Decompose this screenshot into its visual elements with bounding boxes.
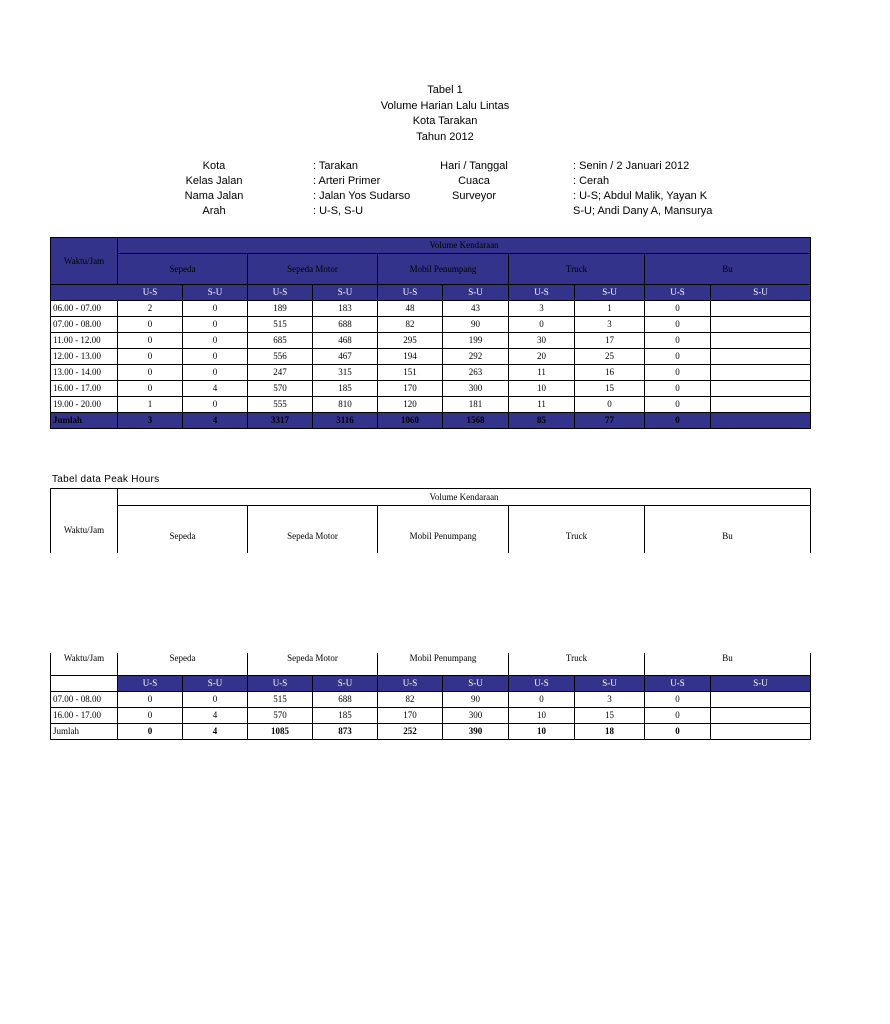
- value-cell: 0: [183, 301, 248, 317]
- value-cell: 17: [575, 333, 645, 349]
- value-cell: 300: [443, 381, 509, 397]
- value-cell: 292: [443, 349, 509, 365]
- peak-waktu-header: Waktu/Jam: [51, 489, 118, 554]
- peak-table-caption: Tabel data Peak Hours: [52, 474, 160, 485]
- value-cell: 4: [183, 708, 248, 724]
- value-cell: 295: [378, 333, 443, 349]
- value-cell: 4: [183, 724, 248, 740]
- value-cell: 685: [248, 333, 313, 349]
- vehicle-header-mobil: Mobil Penumpang: [378, 254, 509, 285]
- value-cell: 183: [313, 301, 378, 317]
- value-cell: 185: [313, 708, 378, 724]
- value-cell: 48: [378, 301, 443, 317]
- waktu-header: Waktu/Jam: [51, 238, 118, 285]
- value-cell: 16: [575, 365, 645, 381]
- value-cell: 873: [313, 724, 378, 740]
- value-cell-cut: [711, 397, 811, 413]
- title-line-1: Tabel 1: [427, 84, 463, 96]
- surveyor-label: Surveyor: [451, 190, 497, 202]
- value-cell: 0: [118, 317, 183, 333]
- value-cell: 688: [313, 317, 378, 333]
- kelas-label: Kelas Jalan: [185, 175, 243, 187]
- value-cell: 3: [575, 692, 645, 708]
- dir-header: U-S: [248, 285, 313, 301]
- table-row: [51, 317, 811, 333]
- dir-header: S-U: [313, 285, 378, 301]
- value-cell: 468: [313, 333, 378, 349]
- value-cell: 1568: [443, 413, 509, 429]
- value-cell: 0: [118, 333, 183, 349]
- title-line-3: Kota Tarakan: [412, 115, 478, 127]
- value-cell: 688: [313, 692, 378, 708]
- peak-volume-header: Volume Kendaraan: [118, 489, 811, 506]
- time-cell: 11.00 - 12.00: [51, 333, 118, 349]
- nama-jalan-label: Nama Jalan: [184, 190, 244, 202]
- table-row: [51, 365, 811, 381]
- value-cell: 18: [575, 724, 645, 740]
- value-cell-cut: [711, 317, 811, 333]
- value-cell: 300: [443, 708, 509, 724]
- total-row: [51, 724, 811, 740]
- value-cell: 0: [118, 349, 183, 365]
- value-cell: 1: [118, 397, 183, 413]
- value-cell: 2: [118, 301, 183, 317]
- value-cell: 570: [248, 381, 313, 397]
- value-cell: 0: [645, 365, 711, 381]
- value-cell: 467: [313, 349, 378, 365]
- time-cell: 19.00 - 20.00: [51, 397, 118, 413]
- peak-table-header-top: [50, 488, 733, 542]
- dir-header: U-S: [509, 285, 575, 301]
- value-cell: 15: [575, 708, 645, 724]
- peak-dir-header: S-U: [183, 676, 248, 692]
- value-cell-cut: [711, 381, 811, 397]
- dir-header: S-U: [183, 285, 248, 301]
- value-cell: 247: [248, 365, 313, 381]
- value-cell: 0: [183, 397, 248, 413]
- value-cell: 85: [509, 413, 575, 429]
- hari-value: : Senin / 2 Januari 2012: [573, 160, 690, 172]
- value-cell: 25: [575, 349, 645, 365]
- time-cell: 12.00 - 13.00: [51, 349, 118, 365]
- time-cell: 16.00 - 17.00: [51, 708, 118, 724]
- value-cell-cut: [711, 413, 811, 429]
- value-cell: 0: [645, 724, 711, 740]
- peak-vehicle-cut-truck: Truck: [509, 653, 645, 676]
- value-cell: 170: [378, 381, 443, 397]
- value-cell-cut: [711, 365, 811, 381]
- value-cell: 0: [645, 301, 711, 317]
- value-cell: 1: [575, 301, 645, 317]
- value-cell: 185: [313, 381, 378, 397]
- value-cell: 15: [575, 381, 645, 397]
- peak-dir-header: U-S: [378, 676, 443, 692]
- value-cell: 3116: [313, 413, 378, 429]
- value-cell-cut: [711, 333, 811, 349]
- value-cell: 0: [509, 317, 575, 333]
- hari-label: Hari / Tanggal: [440, 160, 508, 172]
- peak-vehicle-header-sepeda: Sepeda: [118, 506, 248, 553]
- value-cell: 0: [118, 381, 183, 397]
- value-cell: 11: [509, 397, 575, 413]
- value-cell: 181: [443, 397, 509, 413]
- dir-header: U-S: [118, 285, 183, 301]
- value-cell: 82: [378, 317, 443, 333]
- peak-dir-header: U-S: [509, 676, 575, 692]
- value-cell: 263: [443, 365, 509, 381]
- total-row: [51, 413, 811, 429]
- vehicle-header-sepeda-motor: Sepeda Motor: [248, 254, 378, 285]
- value-cell: 82: [378, 692, 443, 708]
- time-cell: 07.00 - 08.00: [51, 692, 118, 708]
- kelas-value: : Arteri Primer: [313, 175, 381, 187]
- value-cell: 4: [183, 381, 248, 397]
- kota-label: Kota: [202, 160, 226, 172]
- value-cell: 3317: [248, 413, 313, 429]
- value-cell: 0: [645, 349, 711, 365]
- peak-dir-header: S-U: [443, 676, 509, 692]
- peak-vehicle-cut-sepeda: Sepeda: [118, 653, 248, 676]
- value-cell: 1060: [378, 413, 443, 429]
- value-cell: 0: [183, 317, 248, 333]
- table-row: [51, 692, 811, 708]
- table-row: [51, 397, 811, 413]
- nama-jalan-value: : Jalan Yos Sudarso: [313, 190, 411, 202]
- peak-vehicle-header-mobil: Mobil Penumpang: [378, 506, 509, 553]
- kota-value: : Tarakan: [313, 160, 359, 172]
- value-cell: 11: [509, 365, 575, 381]
- peak-dir-header: S-U: [711, 676, 811, 692]
- value-cell: 0: [575, 397, 645, 413]
- table-row: [51, 301, 811, 317]
- document-title: [0, 83, 890, 145]
- peak-vehicle-cut-mobil: Mobil Penumpang: [378, 653, 509, 676]
- dir-header: S-U: [443, 285, 509, 301]
- dir-header: S-U: [711, 285, 811, 301]
- value-cell: 10: [509, 381, 575, 397]
- value-cell: 570: [248, 708, 313, 724]
- value-cell-cut: [711, 301, 811, 317]
- vehicle-header-bus: Bu: [645, 254, 811, 285]
- peak-dir-header: U-S: [118, 676, 183, 692]
- value-cell: 0: [118, 692, 183, 708]
- cuaca-label: Cuaca: [458, 175, 490, 187]
- volume-table: [50, 237, 768, 429]
- value-cell: 1085: [248, 724, 313, 740]
- value-cell: 0: [183, 365, 248, 381]
- value-cell: 0: [645, 413, 711, 429]
- vehicle-header-truck: Truck: [509, 254, 645, 285]
- value-cell: 252: [378, 724, 443, 740]
- volume-kendaraan-header: Volume Kendaraan: [118, 238, 811, 254]
- value-cell: 199: [443, 333, 509, 349]
- table-row: [51, 708, 811, 724]
- value-cell: 0: [645, 381, 711, 397]
- peak-dir-header: S-U: [575, 676, 645, 692]
- value-cell: 194: [378, 349, 443, 365]
- peak-vehicle-header-sepeda-motor: Sepeda Motor: [248, 506, 378, 553]
- value-cell: 515: [248, 692, 313, 708]
- dir-header-blank: [51, 285, 118, 301]
- peak-dir-blank: [51, 676, 118, 692]
- value-cell: 515: [248, 317, 313, 333]
- peak-dir-header: U-S: [248, 676, 313, 692]
- dir-header: U-S: [378, 285, 443, 301]
- value-cell-cut: [711, 349, 811, 365]
- value-cell: 43: [443, 301, 509, 317]
- vehicle-header-sepeda: Sepeda: [118, 254, 248, 285]
- dir-header: U-S: [645, 285, 711, 301]
- peak-vehicle-cut-bus: Bu: [645, 653, 811, 676]
- value-cell: 10: [509, 724, 575, 740]
- value-cell: 120: [378, 397, 443, 413]
- value-cell: 189: [248, 301, 313, 317]
- table-row: [51, 333, 811, 349]
- value-cell-cut: [711, 692, 811, 708]
- value-cell: 0: [118, 708, 183, 724]
- value-cell: 556: [248, 349, 313, 365]
- arah-label: Arah: [202, 205, 226, 217]
- value-cell: 810: [313, 397, 378, 413]
- peak-dir-header: S-U: [313, 676, 378, 692]
- value-cell-cut: [711, 708, 811, 724]
- peak-table: [50, 653, 768, 740]
- value-cell: 315: [313, 365, 378, 381]
- value-cell: 10: [509, 708, 575, 724]
- value-cell: 3: [118, 413, 183, 429]
- peak-vehicle-header-truck: Truck: [509, 506, 645, 553]
- value-cell: 0: [645, 397, 711, 413]
- peak-vehicle-header-bus: Bu: [645, 506, 811, 553]
- time-cell: 16.00 - 17.00: [51, 381, 118, 397]
- surveyor-value-2: S-U; Andi Dany A, Mansurya: [573, 205, 713, 217]
- value-cell: 90: [443, 692, 509, 708]
- time-cell: 07.00 - 08.00: [51, 317, 118, 333]
- value-cell: 151: [378, 365, 443, 381]
- title-line-2: Volume Harian Lalu Lintas: [380, 99, 510, 112]
- value-cell: 0: [183, 349, 248, 365]
- value-cell: 3: [509, 301, 575, 317]
- value-cell: 0: [645, 692, 711, 708]
- value-cell-cut: [711, 724, 811, 740]
- peak-vehicle-cut-sepeda-motor: Sepeda Motor: [248, 653, 378, 676]
- time-cell: 06.00 - 07.00: [51, 301, 118, 317]
- value-cell: 390: [443, 724, 509, 740]
- title-line-4: Tahun 2012: [416, 130, 474, 143]
- value-cell: 0: [645, 333, 711, 349]
- value-cell: 170: [378, 708, 443, 724]
- arah-value: : U-S, S-U: [313, 205, 364, 217]
- value-cell: 0: [118, 365, 183, 381]
- table-row: [51, 381, 811, 397]
- value-cell: 555: [248, 397, 313, 413]
- value-cell: 0: [645, 708, 711, 724]
- table-row: [51, 349, 811, 365]
- dir-header: S-U: [575, 285, 645, 301]
- value-cell: 0: [509, 692, 575, 708]
- peak-dir-header: U-S: [645, 676, 711, 692]
- value-cell: 20: [509, 349, 575, 365]
- time-cell: 13.00 - 14.00: [51, 365, 118, 381]
- cuaca-value: : Cerah: [573, 175, 610, 187]
- value-cell: 30: [509, 333, 575, 349]
- value-cell: 3: [575, 317, 645, 333]
- value-cell: 0: [183, 692, 248, 708]
- value-cell: 77: [575, 413, 645, 429]
- surveyor-value-1: : U-S; Abdul Malik, Yayan K: [573, 190, 708, 202]
- value-cell: 0: [118, 724, 183, 740]
- time-cell: Jumlah: [51, 724, 118, 740]
- time-cell: Jumlah: [51, 413, 118, 429]
- value-cell: 4: [183, 413, 248, 429]
- value-cell: 90: [443, 317, 509, 333]
- peak-waktu-header-cut: Waktu/Jam: [51, 653, 118, 676]
- value-cell: 0: [183, 333, 248, 349]
- value-cell: 0: [645, 317, 711, 333]
